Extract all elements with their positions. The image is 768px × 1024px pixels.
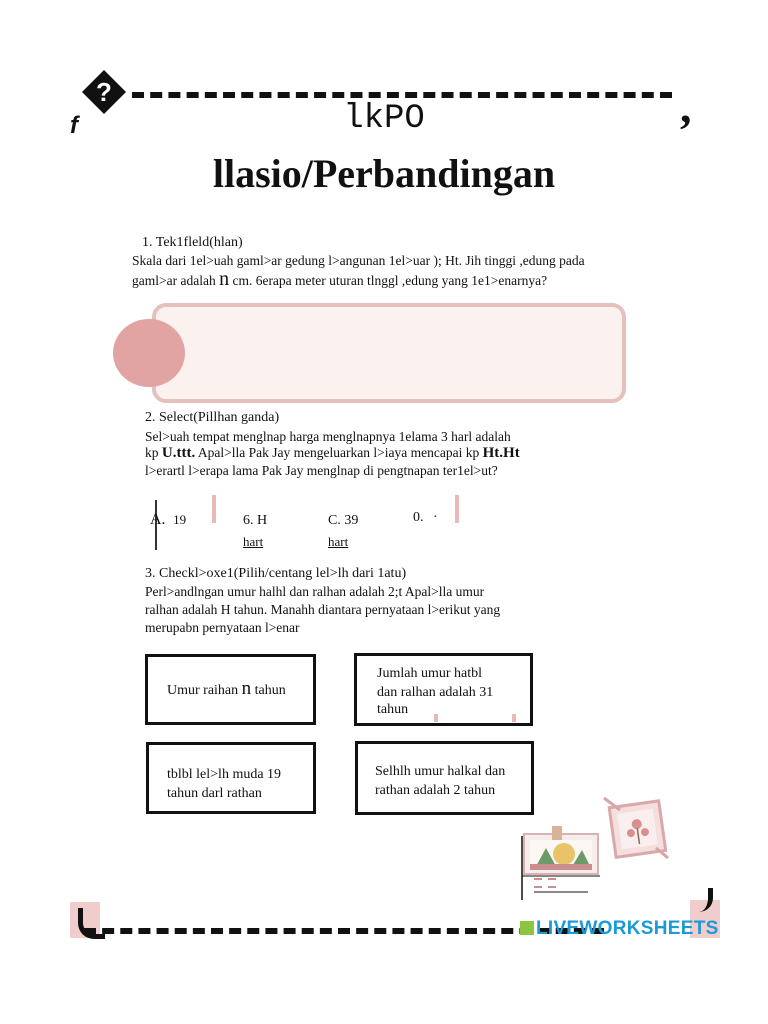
pink-bar-2 bbox=[455, 495, 459, 523]
q1-line2 bbox=[132, 270, 547, 290]
pink-circle-decoration bbox=[113, 319, 185, 387]
q1-line2-start: gaml>ar adalah bbox=[132, 273, 216, 288]
logo-mark-icon bbox=[520, 921, 534, 935]
option-a-value: 19 bbox=[173, 512, 187, 527]
option-c-letter: C. bbox=[328, 513, 341, 528]
q1-variable-n: n bbox=[219, 268, 230, 290]
checkbox-option-4[interactable] bbox=[355, 741, 534, 815]
q1-line2-end: cm. 6erapa meter uturan tlnggl ,edung yang 1e1>enarnya? bbox=[232, 273, 548, 288]
option-c-unit: hart bbox=[328, 534, 349, 549]
q2-line1: Sel>uah tempat menglnap harga menglnapnya 1elama 3 harl adalah bbox=[145, 429, 511, 444]
pink-bar-1 bbox=[212, 495, 216, 523]
q3-heading: 3. Checkl>oxe1(Pilih/centang lel>lh dari 1atu) bbox=[145, 566, 407, 581]
page-title: llasio/Perbandingan bbox=[212, 151, 556, 196]
q2-line2-mid: Apal>lla Pak Jay mengeluarkan l>iaya mencapai kp bbox=[197, 445, 480, 460]
option-b-value: H bbox=[257, 513, 268, 528]
liveworksheets-logo[interactable] bbox=[520, 918, 719, 940]
top-right-mark: , bbox=[680, 81, 692, 132]
option-b[interactable] bbox=[243, 513, 267, 529]
option-b-unit: hart bbox=[243, 534, 264, 549]
checkbox-1-text-a: Umur raihan bbox=[167, 683, 239, 698]
q2-price-b: Ht.Ht bbox=[482, 445, 520, 461]
top-left-mark: f bbox=[70, 112, 78, 139]
q3-line2: ralhan adalah H tahun. Manahh diantara pernyataan l>erikut yang bbox=[145, 602, 501, 617]
option-d-value: · bbox=[433, 510, 438, 525]
checkbox-4-line2: rathan adalah 2 tahun bbox=[375, 783, 496, 798]
checkbox-4-line1: Selhlh umur halkal dan bbox=[375, 764, 506, 779]
checkbox-2-line3: tahun bbox=[377, 702, 409, 717]
q3-line3: merupabn pernyataan l>enar bbox=[145, 620, 300, 635]
q2-line3: l>erartl l>erapa lama Pak Jay menglnap di pengtnapan ter1el>ut? bbox=[145, 463, 498, 478]
svg-text:?: ? bbox=[96, 77, 112, 107]
checkbox-2-line2: dan ralhan adalah 31 bbox=[377, 685, 494, 700]
option-c-value: 39 bbox=[344, 513, 359, 528]
q1-answer-input[interactable] bbox=[186, 317, 610, 391]
checkbox-option-3[interactable] bbox=[146, 742, 316, 814]
landscape-picture-icon bbox=[520, 796, 670, 906]
checkbox-3-line1: tblbl lel>lh muda 19 bbox=[167, 767, 282, 782]
q3-line1: Perl>andlngan umur halhl dan ralhan adalah 2;t Apal>lla umur bbox=[145, 584, 485, 599]
option-a[interactable] bbox=[150, 511, 186, 529]
checkbox-1-variable-n: n bbox=[241, 678, 252, 699]
q1-line1: Skala dari 1el>uah gaml>ar gedung l>angunan 1el>uar ); Ht. Jih tinggi ,edung pada bbox=[132, 253, 585, 268]
checkbox-2-line1: Jumlah umur hatbl bbox=[377, 666, 482, 681]
q2-line2 bbox=[145, 444, 520, 462]
q1-answer-field[interactable] bbox=[152, 303, 626, 403]
option-b-letter: 6. bbox=[243, 513, 254, 528]
option-d[interactable] bbox=[413, 510, 438, 526]
pink-mark-1 bbox=[434, 714, 438, 722]
q2-line2-kp: kp bbox=[145, 445, 159, 460]
checkbox-1-text-b: tahun bbox=[254, 683, 286, 698]
pink-mark-2 bbox=[512, 714, 516, 722]
q2-heading: 2. Select(Pillhan ganda) bbox=[145, 410, 280, 425]
worksheet-code: lkPO bbox=[343, 100, 425, 138]
q1-heading: 1. Tek1fleld(hlan) bbox=[142, 235, 243, 250]
option-d-letter: 0. bbox=[413, 510, 424, 525]
checkbox-option-1[interactable] bbox=[145, 654, 316, 725]
option-c[interactable] bbox=[328, 513, 358, 529]
checkbox-3-line2: tahun darl rathan bbox=[167, 786, 262, 801]
logo-text: LIVEWORKSHEETS bbox=[536, 918, 719, 939]
q2-price-a: U.ttt. bbox=[161, 445, 196, 461]
checkbox-option-2[interactable] bbox=[354, 653, 533, 726]
bottom-left-corner bbox=[78, 908, 105, 939]
top-dashed-border bbox=[132, 92, 672, 98]
option-a-letter: A. bbox=[150, 511, 166, 528]
